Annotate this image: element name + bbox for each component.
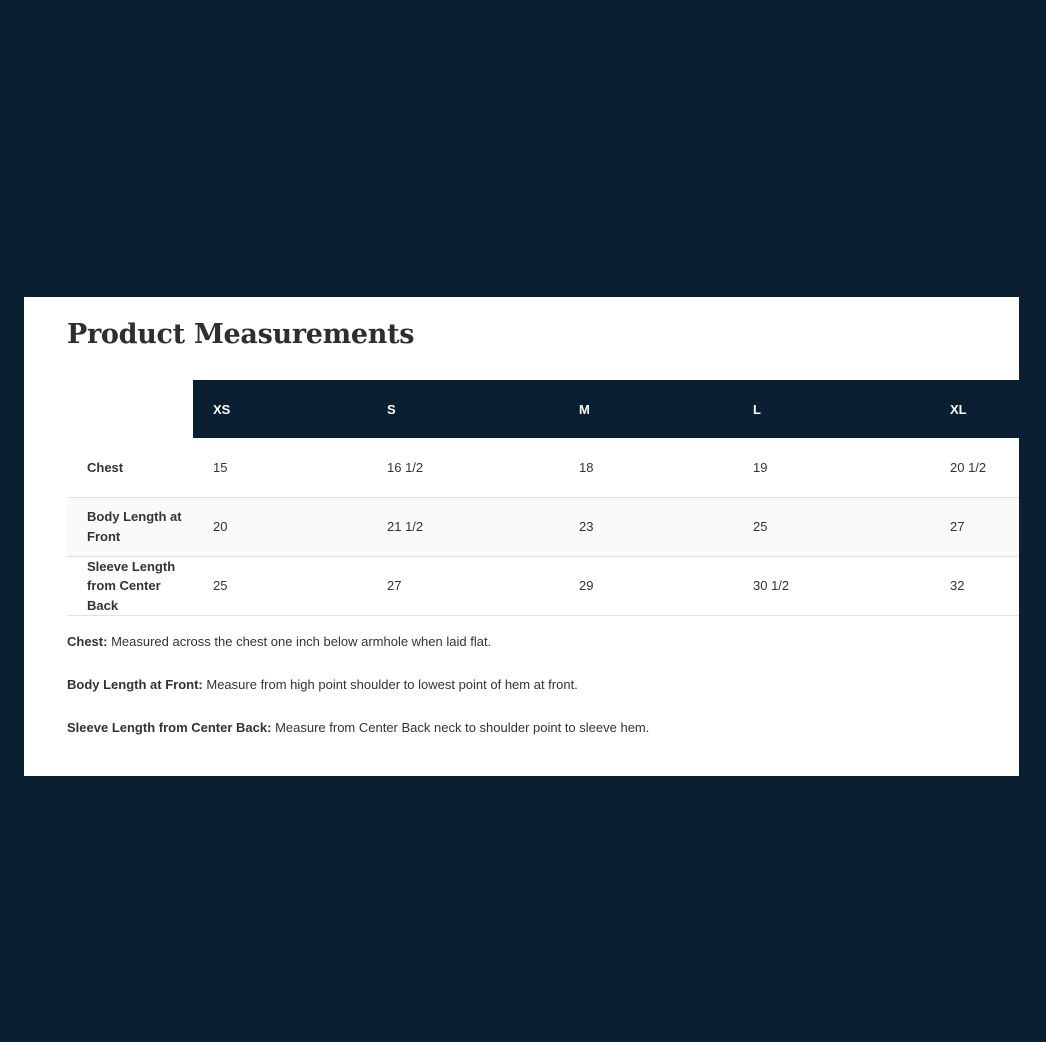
size-header-m: M (559, 380, 733, 438)
note-body-length (67, 676, 967, 694)
table-row-chest (67, 438, 1019, 497)
note-term: Chest: (67, 634, 108, 649)
table-cell: 30 1/2 (753, 578, 790, 594)
size-header-l: L (733, 380, 930, 438)
table-cell: 25 (753, 519, 768, 534)
table-cell: 15 (213, 459, 228, 475)
page-title: Product Measurements (67, 319, 415, 350)
note-text: Measure from Center Back neck to shoulder point to sleeve hem. (271, 720, 650, 735)
table-cell: 27 (950, 519, 965, 534)
table-cell: 29 (579, 578, 594, 594)
row-label: Chest (87, 459, 124, 475)
note-sleeve-length (67, 719, 967, 737)
table-cell: 20 1/2 (950, 459, 987, 475)
table-cell: 23 (579, 519, 594, 534)
table-row-body-length (67, 497, 1019, 556)
table-cell: 16 1/2 (387, 459, 424, 475)
table-cell: 20 (213, 519, 228, 534)
table-cell: 32 (950, 578, 965, 594)
header-corner-cell (67, 380, 193, 438)
measurements-panel (24, 297, 1019, 776)
size-chart-table (67, 380, 1019, 616)
note-term: Body Length at Front: (67, 677, 203, 692)
row-label: Body Length at Front (87, 509, 182, 544)
note-text: Measure from high point shoulder to lowest point of hem at front. (202, 677, 578, 692)
row-label: Sleeve Length from Center Back (87, 558, 176, 613)
table-cell: 25 (213, 578, 228, 594)
table-cell: 21 1/2 (387, 519, 424, 534)
table-cell: 19 (753, 459, 768, 475)
table-row-sleeve-length (67, 556, 1019, 616)
note-text: Measured across the chest one inch below armhole when laid flat. (107, 634, 492, 649)
size-header-row (67, 380, 1019, 438)
size-header-xs: XS (193, 380, 367, 438)
table-cell: 18 (579, 459, 594, 475)
measurement-notes (67, 633, 967, 762)
note-term: Sleeve Length from Center Back: (67, 720, 272, 735)
size-header-s: S (367, 380, 559, 438)
size-header-xl: XL (930, 380, 1019, 438)
note-chest (67, 633, 967, 651)
table-cell: 27 (387, 578, 402, 594)
